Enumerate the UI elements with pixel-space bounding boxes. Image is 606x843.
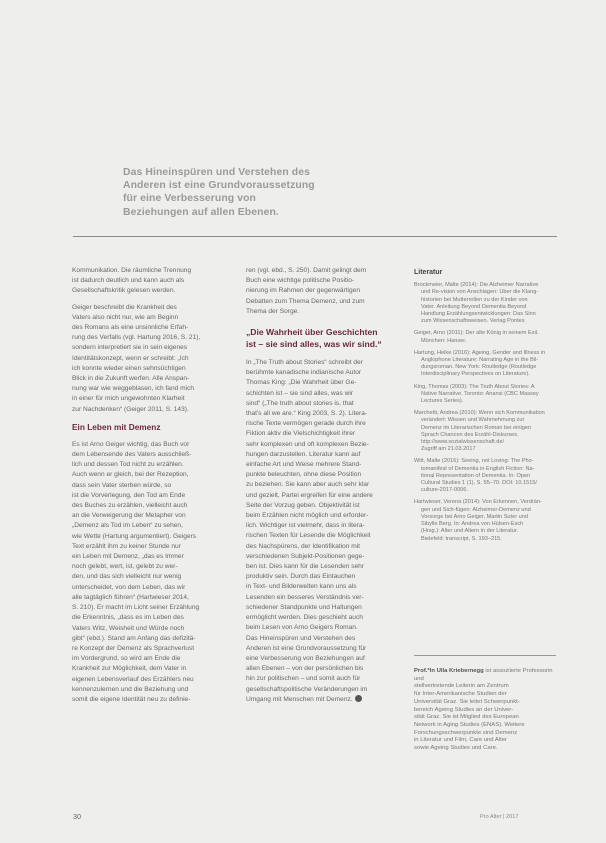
text-line: an die Verweigerung der Metapher von [72, 512, 186, 520]
reference-line: München: Hanser. [421, 337, 467, 344]
bio-line: stellvertretende Leiterin am Zentrum [414, 683, 509, 690]
paragraph [72, 303, 230, 415]
reference-line: Demenz im Literarischen Roman bei einigen [421, 424, 532, 431]
text-line: schichten ist – sie sind alles, was wir [246, 389, 354, 397]
text-line: lich. Wichtiger ist vielmehr, dass in litera- [246, 522, 365, 530]
text-line: gibt“ (ebd.). Stand am Anfang das defizitä- [72, 634, 196, 642]
bio-line: ist assoziierte Professorin und [414, 668, 553, 682]
reference-line: tomanifest of Dementia in English Fiction: Na- [421, 465, 535, 472]
text-line: einfache Art und Weise mehrere Stand- [246, 461, 362, 469]
bio-line: Universität Graz. Sie leitet Schwerpunkt- [414, 698, 520, 705]
text-line: Identitätskonzept, wenn er schreibt: „Ich [72, 354, 189, 362]
text-line: den, und das sich vielleicht nur wenig [72, 573, 182, 581]
text-line: die Erkenntnis, „dass es im Leben des [72, 614, 184, 622]
paragraph [72, 266, 230, 297]
reference-line: gen und Sich-fügen: Alzheimer-Demenz und [421, 506, 531, 513]
text-line: verschiedenen Subjekt-Positionen gege- [246, 552, 365, 560]
text-line: hungen darzustellen. Literatur kann auf [246, 450, 361, 458]
text-line: lich und dessen Tod nicht zu erzählen. [72, 461, 184, 469]
reference-line: Sibylle Berg. In: Andrea von Hülsen-Esch [421, 521, 524, 528]
bio-line: bereich Ageing Studies an der Univer- [414, 706, 514, 713]
reference-entry [414, 410, 556, 453]
section-heading [246, 327, 403, 350]
bio-line: sität Graz. Sie ist Mitglied des European [414, 714, 519, 721]
text-line: eigenen Lebensverlauf des Erzählers neu [72, 675, 194, 683]
reference-entry [414, 330, 556, 344]
text-line: sondern interpretiert sie in sein eigenes [72, 344, 188, 352]
author-name: Prof.*In Ulla Kriebernegg [414, 668, 484, 674]
text-line: sind“ („The truth about stories is, that [246, 399, 354, 407]
text-line-last [246, 695, 403, 705]
reference-line: culture-2017-0006. [421, 487, 468, 494]
reference-line: Vater. Anleitung Beyond Dementia Beyond [421, 303, 527, 310]
text-line: unterscheidet, von dem Leben, das wir [72, 583, 186, 591]
section-heading: Ein Leben mit Demenz [72, 421, 161, 432]
text-line: Debatten zum Thema Demenz, und zum [246, 297, 365, 305]
pull-quote [123, 166, 363, 219]
reference-line: Hartwieser, Verena (2014): Von Erkennen, Verdrän- [414, 499, 542, 506]
pull-quote-line: Anderen ist eine Grundvoraussetzung [123, 180, 315, 192]
reference-line: Cultural Studies 1 (1), S. 55–70. DOI: 10.1515/ [421, 480, 537, 487]
reference-line: http://www.sozialwissenschaft.de/ [421, 439, 505, 446]
bio-line: sowie Ageing Studies und Care. [414, 745, 498, 752]
text-line: „Demenz als Tod im Leben“ zu sehen, [72, 522, 183, 530]
page-number: 30 [73, 812, 81, 821]
reference-line: King, Thomas (2003): The Truth About Stories: A [414, 383, 535, 390]
text-column-middle [246, 266, 403, 711]
reference-line: Brockmeier, Malte (2014): Die Alzheimer Narrative [414, 282, 539, 289]
text-line: dass sein Vater sterben würde, so [72, 481, 172, 489]
text-line: Thema der Sorge. [246, 307, 300, 315]
text-line: rische Texte vermögen gerade durch ihre [246, 420, 366, 428]
reference-line: tional Representation of Dementia. In: Open [421, 472, 531, 479]
publication-footer: Pro Alter | 2017 [480, 814, 519, 820]
reference-entry [414, 350, 556, 379]
text-line: und gezielt, Partei ergreifen für eine andere [246, 491, 373, 499]
text-line: des Nachspürens, der Identifikation mit [246, 542, 360, 550]
text-line: ermöglicht werden. Dies geschieht auch [246, 614, 363, 622]
reference-line: Lectures Series). [421, 398, 464, 405]
reference-line: Geiger, Arno (2011): Der alte König in seinem Exil. [414, 330, 539, 337]
reference-line: (Hrsg.): Alter und Altern in der Literatur. [421, 528, 519, 535]
text-line: Vaters Witz, Weisheit und Würde noch [72, 624, 185, 632]
literature-heading: Literatur [414, 269, 443, 276]
bio-line: für Inter-Amerikanische Studien der [414, 691, 507, 698]
text-line: Geiger beschreibt die Krankheit des [72, 303, 177, 311]
text-line: ich konnte wieder einen sehnsüchtigen [72, 364, 186, 372]
text-line: wie Wette (Hartung argumentiert). Geigers [72, 532, 197, 540]
paragraph [246, 358, 403, 705]
text-line: re Konzept der Demenz als Sprachverlust [72, 644, 195, 652]
text-line: zur Nachdenken“ (Geiger 2011, S. 143). [72, 405, 189, 413]
text-line: schiedener Standpunkte und Haltungen [246, 603, 362, 611]
heading-line: „Die Wahrheit über Geschichten [246, 327, 378, 338]
reference-line: Marchetti, Andrea (2010): Wenn sich Kommunikation [414, 410, 545, 417]
text-line: allen Ebenen – von der persönlichen bis [246, 665, 364, 673]
reference-line: Witt, Malte (2016): Seeing, not Loving: The Pho- [414, 458, 534, 465]
text-line: des Romans als eine unsinnliche Erfah- [72, 324, 189, 332]
text-line: somit die eigene Identität neu zu definie- [72, 695, 191, 703]
paragraph [246, 266, 403, 317]
text-line: in Text- und Bilderwelten kann uns als [246, 583, 357, 591]
reference-line: dungsroman. New York: Routledge (Routledge [421, 364, 537, 371]
text-line: berühmte kanadische indianische Autor [246, 369, 362, 377]
text-line: Kommunikation. Die räumliche Trennung [72, 267, 192, 274]
text-line: gesellschaftspolitische Veränderungen im [246, 685, 368, 693]
bio-line: in Literatur und Film, Care und Alter [414, 737, 507, 744]
reference-line: zum Wissenschaftsweisen. Verlag Pontes [421, 318, 525, 325]
text-line: ist die Vorverlegung, den Tod am Ende [72, 491, 186, 499]
reference-entry [414, 384, 556, 406]
bio-line: Forschungsschwerpunkte sind Demenz [414, 729, 518, 736]
text-line: In „The Truth about Stories“ schreibt der [246, 359, 363, 367]
text-line: Lesenden ein besseres Verständnis ver- [246, 593, 364, 601]
text-line: des Buches zu erzählen, vielleicht auch [72, 502, 188, 510]
pull-quote-line: Das Hineinspüren und Verstehen des [123, 167, 311, 178]
text-line: Auch wenn er gleich, bei der Rezeption, [72, 471, 189, 479]
text-line: kennenzulernen und die Beziehung und [72, 685, 189, 693]
text-line: Es ist Arno Geiger wichtig, das Buch vor [72, 440, 190, 448]
text-line: rung des Verfalls (vgl. Hartung 2016, S. 21), [72, 334, 201, 342]
text-line: Anderen ist eine Grundvoraussetzung für [246, 644, 367, 652]
reference-entry [414, 458, 556, 494]
text-line: zu beziehen. Sie kann aber auch sehr klar [246, 481, 370, 489]
text-line: beim Erzählen nicht möglich und erforder- [246, 512, 369, 520]
text-line: ren (vgl. ebd., S. 250). Damit gelingt dem [246, 267, 367, 274]
reference-entry [414, 499, 556, 542]
text-line: in einer für mich ungewohnten Klarheit [72, 395, 185, 403]
text-line: Seite der Vorzug geben. Objektivität ist [246, 501, 360, 509]
reference-line: verändert: Wissen und Wahrnehmung zur [421, 417, 525, 424]
paragraph [72, 440, 230, 705]
text-line: hin zur politischen – und somit auch für [246, 675, 361, 683]
text-line: noch gelebt, wert, ist, gelebt zu wer- [72, 563, 178, 571]
text-line: ist dadurch deutlich und kann auch als [72, 277, 185, 285]
text-line: Thomas King: „Die Wahrheit über Ge- [246, 379, 357, 387]
text-line: alle tagtäglich führen“ (Hartwieser 2014, [72, 593, 189, 601]
bio-line: Network in Aging Studies (ENAS). Weitere [414, 721, 525, 728]
text-line: beim Lesen von Arno Geigers Roman. [246, 624, 358, 632]
text-line: sehr komplexen und oft komplexen Bezie- [246, 440, 369, 448]
text-line: nung war wie weggeblasen, ich fand mich [72, 385, 195, 393]
text-line: Buch eine wichtige politische Positio- [246, 277, 355, 285]
text-line: that's all we are.“ King 2003, S. 2). Litera- [246, 410, 368, 418]
text-line: S. 210). Er macht im Licht seiner Erzählung [72, 604, 200, 612]
text-line: ben ist. Dies kann für die Lesenden sehr [246, 563, 365, 571]
text-line: im Vordergrund, so wird am Ende die [72, 655, 181, 663]
pull-quote-line: Beziehungen auf allen Ebenen. [123, 206, 279, 218]
reference-line: Sprach Chancen des Erzähl-Diskurses. [421, 431, 519, 438]
text-line: Fiktion aktiv die Vielschichtigkeit ihrer [246, 430, 356, 438]
text-line: punkte beleuchten, ohne diese Position [246, 471, 362, 479]
reference-line: Vorsorge bei Arno Geiger, Martin Suter und [421, 513, 528, 520]
text-line: Krankheit zur Möglichkeit, dem Vater in [72, 665, 187, 673]
text-line: nierung im Rahmen der gegenwärtigen [246, 287, 360, 295]
reference-line: Hartung, Heike (2016): Ageing, Gender and Illness in [414, 349, 546, 356]
text-line: eine Verbesserung von Beziehungen auf [246, 654, 365, 662]
text-line: Text erzählt ihm zu keiner Stunde nur [72, 542, 181, 550]
reference-line: Bielefeld: transcript, S. 193–215. [421, 535, 502, 542]
text-line: Gesellschaftskritik gelesen werden. [72, 287, 176, 295]
text-line: Vaters also nicht nur, wie am Beginn [72, 313, 179, 321]
end-of-article-icon [355, 695, 362, 702]
reference-line: Anglophone Literature: Narrating Age in the Bil- [421, 357, 539, 364]
reference-line: Native Narrative. Toronto: Anansi (CBC Massey [421, 390, 539, 397]
text-line: Das Hineinspüren und Verstehen des [246, 634, 356, 642]
text-line: dem Lebensende des Vaters ausschließ- [72, 451, 192, 459]
reference-line: Interdisciplinary Perspectives on Literature). [421, 371, 530, 378]
reference-line: Handlung Erzählungsentwicklungen: Das Sinn [421, 311, 536, 318]
reference-line: Zugriff am 21.03.2017 [421, 446, 476, 453]
heading-line: ist – sie sind alles, was wir sind.“ [246, 338, 382, 349]
text-line: ein Leben mit Demenz, „das es Immer [72, 553, 184, 561]
literature-column [414, 268, 556, 548]
reference-entry [414, 282, 556, 325]
author-bio [414, 655, 556, 753]
text-line: produktiv sein. Durch das Eintauchen [246, 573, 356, 581]
reference-line: historien bei Mutterrollen zu der Kinder von [421, 296, 528, 303]
pull-quote-rule [73, 236, 557, 237]
text-line: rischen Texten für Lesende die Möglichkeit [246, 532, 371, 540]
reference-line: und Re-vision von Anschlagen: Über die Klang- [421, 289, 539, 296]
text-column-left [72, 266, 230, 711]
text-line: Blick in die Zukunft werfen. Alle Anspan- [72, 375, 190, 383]
text-line: Umgang mit Menschen mit Demenz. [246, 695, 353, 703]
pull-quote-line: für eine Verbesserung von [123, 193, 257, 205]
